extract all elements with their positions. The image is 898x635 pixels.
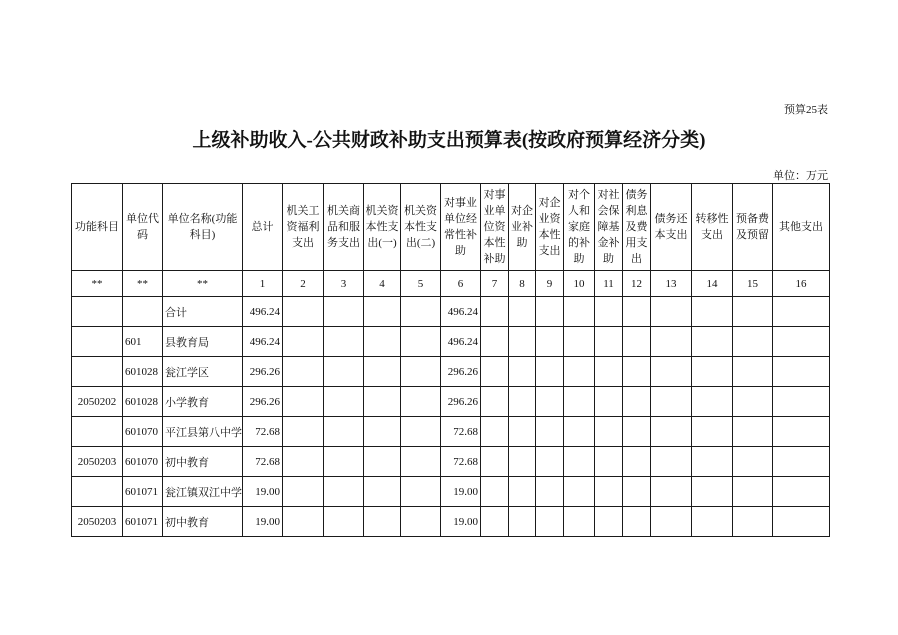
institution-capital-subsidy-cell: [481, 297, 509, 327]
func-code-cell: [72, 357, 123, 387]
agency-goods-services-cell: [324, 297, 364, 327]
total-cell: 72.68: [243, 447, 283, 477]
transfer-index: 14: [692, 271, 733, 297]
debt-principal-cell: [651, 447, 692, 477]
total-cell: 19.00: [243, 507, 283, 537]
enterprise-subsidy-cell: [509, 297, 536, 327]
enterprise-subsidy-cell: [509, 477, 536, 507]
household-subsidy-index: 10: [564, 271, 595, 297]
total-cell: 496.24: [243, 297, 283, 327]
debt-principal-cell: [651, 507, 692, 537]
total-header: 总计: [243, 184, 283, 271]
household-subsidy-cell: [564, 417, 595, 447]
func-code-index: **: [72, 271, 123, 297]
debt-principal-index: 13: [651, 271, 692, 297]
page-title: 上级补助收入-公共财政补助支出预算表(按政府预算经济分类): [192, 130, 706, 151]
unit-name-cell: 瓮江学区: [163, 357, 243, 387]
agency-goods-services-header: 机关商品和服务支出: [324, 184, 364, 271]
other-cell: [773, 417, 830, 447]
total-cell: 19.00: [243, 477, 283, 507]
institution-capital-subsidy-cell: [481, 447, 509, 477]
enterprise-subsidy-cell: [509, 357, 536, 387]
func-code-cell: [72, 297, 123, 327]
reserve-cell: [733, 297, 773, 327]
agency-wages-welfare-cell: [283, 297, 324, 327]
enterprise-subsidy-cell: [509, 507, 536, 537]
unit-code-cell: 601070: [123, 447, 163, 477]
transfer-header: 转移性支出: [692, 184, 733, 271]
agency-goods-services-cell: [324, 477, 364, 507]
func-code-cell: [72, 417, 123, 447]
agency-wages-welfare-header: 机关工资福利支出: [283, 184, 324, 271]
debt-principal-cell: [651, 327, 692, 357]
table-row: [72, 297, 830, 327]
institution-regular-subsidy-index: 6: [441, 271, 481, 297]
social-security-fund-subsidy-index: 11: [595, 271, 623, 297]
unit-name-cell: 小学教育: [163, 387, 243, 417]
func-code-cell: 2050202: [72, 387, 123, 417]
institution-regular-subsidy-cell: 496.24: [441, 327, 481, 357]
household-subsidy-cell: [564, 327, 595, 357]
enterprise-capital-header: 对企业资本性支出: [536, 184, 564, 271]
debt-interest-cell: [623, 507, 651, 537]
household-subsidy-cell: [564, 447, 595, 477]
unit-code-header: 单位代码: [123, 184, 163, 271]
agency-capital-2-cell: [401, 507, 441, 537]
unit-code-cell: 601071: [123, 507, 163, 537]
transfer-cell: [692, 357, 733, 387]
institution-regular-subsidy-cell: 72.68: [441, 447, 481, 477]
enterprise-subsidy-cell: [509, 447, 536, 477]
reserve-cell: [733, 507, 773, 537]
agency-goods-services-cell: [324, 327, 364, 357]
unit-code-cell: [123, 297, 163, 327]
social-security-fund-subsidy-cell: [595, 417, 623, 447]
other-cell: [773, 507, 830, 537]
agency-capital-1-cell: [364, 477, 401, 507]
institution-capital-subsidy-cell: [481, 327, 509, 357]
agency-wages-welfare-cell: [283, 327, 324, 357]
institution-regular-subsidy-cell: 296.26: [441, 387, 481, 417]
agency-wages-welfare-cell: [283, 477, 324, 507]
reserve-cell: [733, 387, 773, 417]
debt-interest-header: 债务利息及费用支出: [623, 184, 651, 271]
total-index: 1: [243, 271, 283, 297]
unit-name-header: 单位名称(功能科目): [163, 184, 243, 271]
enterprise-subsidy-cell: [509, 417, 536, 447]
unit-name-index: **: [163, 271, 243, 297]
institution-capital-subsidy-index: 7: [481, 271, 509, 297]
enterprise-capital-cell: [536, 507, 564, 537]
household-subsidy-cell: [564, 477, 595, 507]
debt-principal-cell: [651, 477, 692, 507]
agency-wages-welfare-cell: [283, 417, 324, 447]
enterprise-capital-cell: [536, 327, 564, 357]
institution-capital-subsidy-header: 对事业单位资本性补助: [481, 184, 509, 271]
other-cell: [773, 357, 830, 387]
enterprise-capital-cell: [536, 417, 564, 447]
debt-interest-cell: [623, 357, 651, 387]
agency-capital-2-cell: [401, 387, 441, 417]
unit-code-cell: 601028: [123, 357, 163, 387]
agency-capital-1-cell: [364, 297, 401, 327]
reserve-index: 15: [733, 271, 773, 297]
household-subsidy-header: 对个人和家庭的补助: [564, 184, 595, 271]
table-body: [72, 184, 830, 537]
agency-capital-2-cell: [401, 447, 441, 477]
unit-name-cell: 初中教育: [163, 447, 243, 477]
agency-capital-2-header: 机关资本性支出(二): [401, 184, 441, 271]
debt-principal-cell: [651, 417, 692, 447]
budget-table: [71, 183, 830, 537]
agency-capital-1-cell: [364, 387, 401, 417]
debt-interest-cell: [623, 447, 651, 477]
social-security-fund-subsidy-cell: [595, 357, 623, 387]
table-row: [72, 507, 830, 537]
debt-interest-cell: [623, 327, 651, 357]
total-cell: 496.24: [243, 327, 283, 357]
enterprise-subsidy-index: 8: [509, 271, 536, 297]
household-subsidy-cell: [564, 297, 595, 327]
enterprise-capital-cell: [536, 447, 564, 477]
enterprise-capital-index: 9: [536, 271, 564, 297]
agency-goods-services-cell: [324, 447, 364, 477]
agency-capital-1-cell: [364, 507, 401, 537]
func-code-cell: [72, 477, 123, 507]
social-security-fund-subsidy-cell: [595, 387, 623, 417]
agency-capital-2-cell: [401, 327, 441, 357]
func-code-cell: 2050203: [72, 447, 123, 477]
table-row: [72, 417, 830, 447]
agency-capital-2-cell: [401, 417, 441, 447]
agency-capital-1-cell: [364, 327, 401, 357]
institution-regular-subsidy-cell: 19.00: [441, 507, 481, 537]
agency-goods-services-cell: [324, 387, 364, 417]
other-header: 其他支出: [773, 184, 830, 271]
table-row: [72, 477, 830, 507]
agency-wages-welfare-cell: [283, 447, 324, 477]
unit-name-cell: 初中教育: [163, 507, 243, 537]
reserve-cell: [733, 357, 773, 387]
total-cell: 296.26: [243, 357, 283, 387]
institution-capital-subsidy-cell: [481, 357, 509, 387]
institution-capital-subsidy-cell: [481, 477, 509, 507]
func-code-cell: [72, 327, 123, 357]
func-code-cell: 2050203: [72, 507, 123, 537]
unit-code-cell: 601071: [123, 477, 163, 507]
transfer-cell: [692, 327, 733, 357]
func-code-header: 功能科目: [72, 184, 123, 271]
unit-code-cell: 601: [123, 327, 163, 357]
debt-principal-header: 债务还本支出: [651, 184, 692, 271]
agency-capital-1-cell: [364, 417, 401, 447]
agency-capital-2-cell: [401, 477, 441, 507]
transfer-cell: [692, 297, 733, 327]
institution-capital-subsidy-cell: [481, 417, 509, 447]
agency-capital-1-index: 4: [364, 271, 401, 297]
reserve-cell: [733, 447, 773, 477]
debt-principal-cell: [651, 297, 692, 327]
social-security-fund-subsidy-cell: [595, 297, 623, 327]
agency-wages-welfare-cell: [283, 507, 324, 537]
debt-interest-cell: [623, 387, 651, 417]
table-row: [72, 357, 830, 387]
other-cell: [773, 327, 830, 357]
total-cell: 296.26: [243, 387, 283, 417]
institution-regular-subsidy-cell: 19.00: [441, 477, 481, 507]
enterprise-capital-cell: [536, 297, 564, 327]
unit-name-cell: 平江县第八中学: [163, 417, 243, 447]
agency-goods-services-cell: [324, 507, 364, 537]
agency-capital-1-header: 机关资本性支出(一): [364, 184, 401, 271]
reserve-cell: [733, 327, 773, 357]
form-number: 预算25表: [784, 104, 828, 116]
social-security-fund-subsidy-cell: [595, 447, 623, 477]
agency-capital-2-cell: [401, 357, 441, 387]
debt-interest-index: 12: [623, 271, 651, 297]
social-security-fund-subsidy-cell: [595, 327, 623, 357]
institution-regular-subsidy-cell: 496.24: [441, 297, 481, 327]
agency-capital-2-index: 5: [401, 271, 441, 297]
reserve-cell: [733, 477, 773, 507]
other-cell: [773, 447, 830, 477]
table-row: [72, 387, 830, 417]
enterprise-subsidy-header: 对企业补助: [509, 184, 536, 271]
social-security-fund-subsidy-cell: [595, 507, 623, 537]
social-security-fund-subsidy-header: 对社会保障基金补助: [595, 184, 623, 271]
transfer-cell: [692, 447, 733, 477]
agency-wages-welfare-cell: [283, 357, 324, 387]
agency-capital-2-cell: [401, 297, 441, 327]
unit-code-cell: 601070: [123, 417, 163, 447]
enterprise-capital-cell: [536, 357, 564, 387]
total-cell: 72.68: [243, 417, 283, 447]
institution-capital-subsidy-cell: [481, 507, 509, 537]
enterprise-subsidy-cell: [509, 387, 536, 417]
transfer-cell: [692, 507, 733, 537]
agency-capital-1-cell: [364, 447, 401, 477]
other-cell: [773, 387, 830, 417]
transfer-cell: [692, 417, 733, 447]
enterprise-capital-cell: [536, 477, 564, 507]
agency-goods-services-index: 3: [324, 271, 364, 297]
household-subsidy-cell: [564, 507, 595, 537]
table-row: [72, 327, 830, 357]
agency-goods-services-cell: [324, 417, 364, 447]
unit-code-cell: 601028: [123, 387, 163, 417]
table-row: [72, 447, 830, 477]
transfer-cell: [692, 477, 733, 507]
reserve-cell: [733, 417, 773, 447]
unit-name-cell: 瓮江镇双江中学: [163, 477, 243, 507]
debt-principal-cell: [651, 387, 692, 417]
other-cell: [773, 297, 830, 327]
agency-wages-welfare-cell: [283, 387, 324, 417]
institution-regular-subsidy-cell: 72.68: [441, 417, 481, 447]
transfer-cell: [692, 387, 733, 417]
debt-interest-cell: [623, 297, 651, 327]
enterprise-capital-cell: [536, 387, 564, 417]
unit-name-cell: 合计: [163, 297, 243, 327]
debt-interest-cell: [623, 477, 651, 507]
index-row: [72, 271, 830, 297]
header-row: [72, 184, 830, 271]
agency-wages-welfare-index: 2: [283, 271, 324, 297]
debt-interest-cell: [623, 417, 651, 447]
other-index: 16: [773, 271, 830, 297]
household-subsidy-cell: [564, 387, 595, 417]
unit-label: 单位：万元: [773, 170, 828, 182]
institution-regular-subsidy-header: 对事业单位经常性补助: [441, 184, 481, 271]
other-cell: [773, 477, 830, 507]
unit-code-index: **: [123, 271, 163, 297]
household-subsidy-cell: [564, 357, 595, 387]
debt-principal-cell: [651, 357, 692, 387]
social-security-fund-subsidy-cell: [595, 477, 623, 507]
institution-regular-subsidy-cell: 296.26: [441, 357, 481, 387]
institution-capital-subsidy-cell: [481, 387, 509, 417]
agency-goods-services-cell: [324, 357, 364, 387]
agency-capital-1-cell: [364, 357, 401, 387]
reserve-header: 预备费及预留: [733, 184, 773, 271]
unit-name-cell: 县教育局: [163, 327, 243, 357]
enterprise-subsidy-cell: [509, 327, 536, 357]
